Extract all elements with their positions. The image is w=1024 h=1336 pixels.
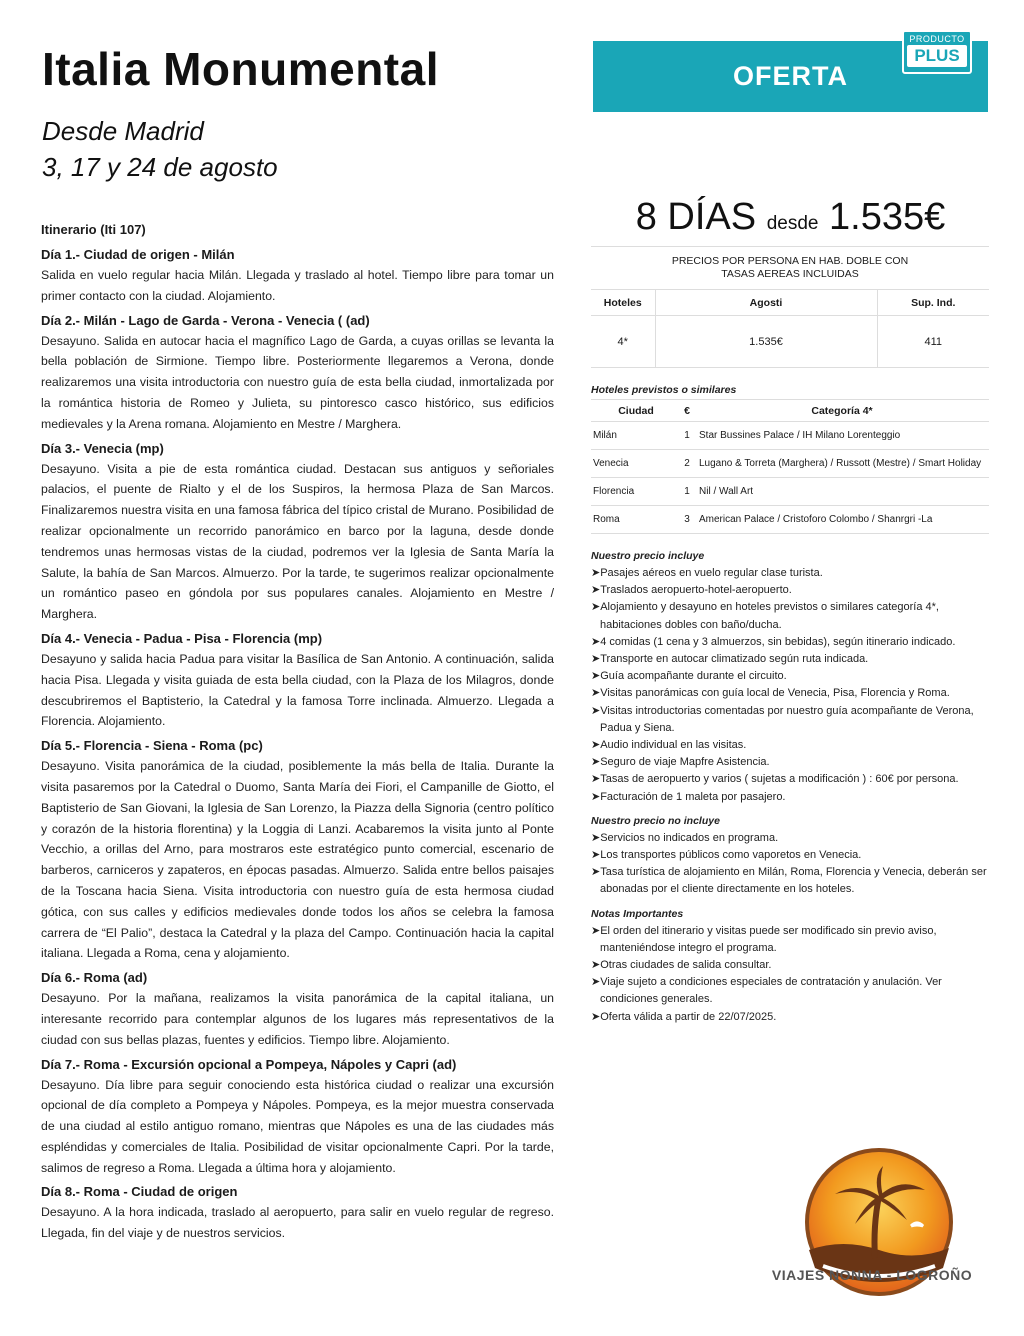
include-item: ➤Transporte en autocar climatizado según ruta indicada. (591, 653, 869, 666)
include-item: ➤Alojamiento y desayuno en hoteles previstos o similares categoría 4*, habitaciones dobles con baño/ducha. (591, 601, 939, 631)
right-column (591, 246, 989, 1026)
hotels-table (591, 399, 989, 534)
price-header-agosto: Agosti (655, 290, 877, 316)
hotels-header-category: Categoría 4* (695, 400, 989, 422)
note-item: ➤El orden del itinerario y visitas puede ser modificado sin previo aviso, manteniéndose integro el programa. (591, 924, 937, 954)
day-title: Día 4.- Venecia - Padua - Pisa - Florencia (mp) (41, 630, 323, 646)
day-text: Desayuno. Día libre para seguir conociendo esta histórica ciudad o realizar una excursión opcional de día completo a Pompeya y Nápoles. Pompeya, es la mejor muestra conservada de una ciudad al estilo antiguo romano, mientras que Nápoles es una de las ciudades más espléndidas y comerciales de Italia. Posibilidad de visitar opcionalmente Capri. Por la tarde, salimos de regreso a Roma. Llegada a última hora y alojamiento. (41, 1077, 554, 1175)
include-item: ➤Pasajes aéreos en vuelo regular clase turista. (591, 567, 823, 579)
day-title: Día 5.- Florencia - Siena - Roma (pc) (41, 738, 263, 754)
hotel-row (591, 478, 989, 506)
day-title: Día 1.- Ciudad de origen - Milán (41, 247, 235, 262)
include-item: ➤Audio individual en las visitas. (591, 739, 747, 752)
day-text: Desayuno. Visita panorámica de la ciudad, posiblemente la más bella de Italia. Durante la visita pasaremos por la Catedral o Duomo, Santa María dei Fiori, el Campanille de Giotto, el Baptisterio de San Giovani, la Iglesia de San Lorenzo, la Piazza della Signoria (centro político y corazón de la historia florentina) y la Loggia di Lanzi. Acabaremos la visita junto al Ponte Vecchio, a orillas del Arno, para mostraros este estratégico punto comercial, escenario de barberos, carniceros y zapateros, en épocas pasadas. Almuerzo. Salida entre bellos paisajes de la Toscana hacia Siena. Visita introductoria con nuestro guía de esta hermosa ciudad gótica, con sus calles y edificios medievales donde todos los años se celebra la famosa carrera de “El Palio”, destaca la Catedral y la plaza del Campo. Continuación hacia la capital italiana. Llegada a Roma, cena y alojamiento. (41, 759, 554, 961)
include-item: ➤4 comidas (1 cena y 3 almuerzos, sin bebidas), según itinerario indicado. (591, 635, 956, 648)
price-header-sup: Sup. Ind. (877, 290, 989, 316)
notes-heading: Notas Importantes (591, 907, 684, 920)
price-note-line1: PRECIOS POR PERSONA EN HAB. DOBLE CON (671, 255, 909, 267)
hotel-nights: 1 (679, 422, 695, 450)
hotel-city: Roma (591, 506, 679, 534)
include-item: ➤Visitas introductorias comentadas por nuestro guía acompañante de Verona, Padua y Siena. (591, 704, 974, 734)
producto-plus-badge (902, 30, 972, 74)
price-days: 8 DÍAS (635, 196, 757, 238)
includes-list (591, 565, 989, 806)
hotel-row (591, 506, 989, 534)
excludes-list (591, 830, 989, 899)
hotel-city: Florencia (591, 478, 679, 506)
agency-name: VIAJES NONNA - LOGROÑO (771, 1267, 973, 1283)
hotel-city: Venecia (591, 450, 679, 478)
day-text: Desayuno. Visita a pie de esta romántica ciudad. Destacan sus antiguos y señoriales palacios, el puente de Rialto y el de los Suspiros, la hermosa Plaza de San Marcos. Finalizaremos nuestra visita en una famosa fábrica del típico cristal de Murano. Posibilidad de realizar opcionalmente un recorrido panorámico en barco por la laguna, desde donde tendremos unas hermosas vistas de la ciudad, podremos ver la Iglesia de Santa María la Salute, la bahía de San Marcos. Almuerzo. Por la tarde, te sugerimos realizar opcionalmente un romántico paseo en góndola por sus populares canales. Alojamiento en Mestre / Marghera. (41, 461, 554, 622)
include-item: ➤Facturación de 1 maleta por pasajero. (591, 790, 786, 803)
day-text: Salida en vuelo regular hacia Milán. Llegada y traslado al hotel. Tiempo libre para tomar un primer contacto con la ciudad. Alojamiento. (41, 268, 554, 303)
itinerary-heading: Itinerario (Iti 107) (41, 222, 146, 237)
exclude-item: ➤Tasa turística de alojamiento en Milán, Roma, Florencia y Venecia, deberán ser abonadas por el cliente directamente en los hoteles. (591, 866, 987, 896)
price-cell-sup: 411 (877, 316, 989, 368)
include-item: ➤Guía acompañante durante el circuito. (591, 670, 787, 683)
note-item: ➤Oferta válida a partir de 22/07/2025. (591, 1010, 777, 1023)
day-title: Día 3.- Venecia (mp) (41, 440, 164, 456)
price-cell-price: 1.535€ (655, 316, 877, 368)
include-item: ➤Visitas panorámicas con guía local de Venecia, Pisa, Florencia y Roma. (591, 687, 950, 700)
hotel-names: Lugano & Torreta (Marghera) / Russott (Mestre) / Smart Holiday (695, 450, 989, 478)
price-header-hoteles: Hoteles (591, 290, 655, 316)
subtitle-origin: Desde Madrid (42, 116, 204, 146)
price-amount: 1.535€ (829, 196, 946, 238)
day-text: Desayuno. A la hora indicada, traslado al aeropuerto, para salir en vuelo regular de regreso. Llegada, fin del viaje y de nuestros servicios. (41, 1205, 554, 1241)
hotel-names: Nil / Wall Art (695, 478, 989, 506)
note-item: ➤Viaje sujeto a condiciones especiales de contratación y anulación. Ver condiciones generales. (591, 976, 942, 1006)
hotel-nights: 2 (679, 450, 695, 478)
include-item: ➤Seguro de viaje Mapfre Asistencia. (591, 756, 770, 769)
day-text: Desayuno. Salida en autocar hacia el magnífico Lago de Garda, a cuyas orillas se levanta la bella población de Sirmione. Tiempo libre. Posteriormente llegaremos a Verona, donde realizaremos una visita introductoria con nuestro guía de esta bella ciudad, inmortalizada por la romántica historia de Romeo y Julieta, su pintoresco casco histórico, sus edificios medievales y la Arena romana. Alojamiento en Mestre / Marghera. (41, 333, 554, 431)
include-item: ➤Traslados aeropuerto-hotel-aeropuerto. (591, 584, 792, 597)
itinerary-days (41, 245, 554, 1244)
day-title: Día 8.- Roma - Ciudad de origen (41, 1184, 238, 1200)
hotel-nights: 3 (679, 506, 695, 534)
hotel-row (591, 450, 989, 478)
price-table (591, 289, 989, 368)
hotels-heading: Hoteles previstos o similares (591, 384, 737, 396)
exclude-item: ➤Los transportes públicos como vaporetos en Venecia. (591, 849, 862, 862)
hotels-header-city: Ciudad (591, 400, 679, 422)
hotel-names: Star Bussines Palace / IH Milano Lorenteggio (695, 422, 989, 450)
day-text: Desayuno. Por la mañana, realizamos la visita panorámica de la capital italiana, un interesante recorrido para contemplar algunos de los lugares más representativos de la ciudad con sus bellas plazas, fuentes y edificios. Tiempo libre. Alojamiento. (41, 991, 554, 1047)
price-note-line2: TASAS AEREAS INCLUIDAS (721, 268, 859, 280)
include-item: ➤Tasas de aeropuerto y varios ( sujetas a modificación ) : 60€ por persona. (591, 773, 959, 786)
exclude-item: ➤Servicios no indicados en programa. (591, 831, 779, 844)
hotel-nights: 1 (679, 478, 695, 506)
hotels-header-nights: € (679, 400, 695, 422)
badge-main-text: PLUS (907, 45, 967, 67)
price-note (591, 246, 989, 289)
hotel-city: Milán (591, 422, 679, 450)
left-column (41, 222, 554, 1244)
hotel-names: American Palace / Cristoforo Colombo / Shanrgri -La (695, 506, 989, 534)
badge-top-text: PRODUCTO (909, 34, 965, 44)
day-title: Día 7.- Roma - Excursión opcional a Pompeya, Nápoles y Capri (ad) (41, 1056, 457, 1072)
excludes-heading: Nuestro precio no incluye (591, 814, 720, 827)
includes-heading: Nuestro precio incluye (591, 550, 705, 562)
price-cell-category: 4* (591, 316, 655, 368)
hotel-row (591, 422, 989, 450)
notes-list (591, 923, 989, 1026)
price-desde: desde (766, 213, 819, 234)
oferta-label: OFERTA (733, 61, 848, 91)
page-title: Italia Monumental (42, 43, 439, 95)
day-title: Día 6.- Roma (ad) (41, 970, 148, 986)
day-text: Desayuno y salida hacia Padua para visitar la Basílica de San Antonio. A continuación, salida hacia Pisa. Llegada y visita guiada de esta bella ciudad, con la Plaza de los Milagros, donde descubriremos el Baptisterio, la Catedral y la famosa Torre inclinada. Almuerzo. Llegada a Florencia. Alojamiento. (41, 651, 554, 729)
note-item: ➤Otras ciudades de salida consultar. (591, 959, 772, 972)
subtitle-dates: 3, 17 y 24 de agosto (42, 152, 278, 182)
day-title: Día 2.- Milán - Lago de Garda - Verona - Venecia ( (ad) (41, 312, 370, 328)
price-heading (593, 196, 988, 239)
